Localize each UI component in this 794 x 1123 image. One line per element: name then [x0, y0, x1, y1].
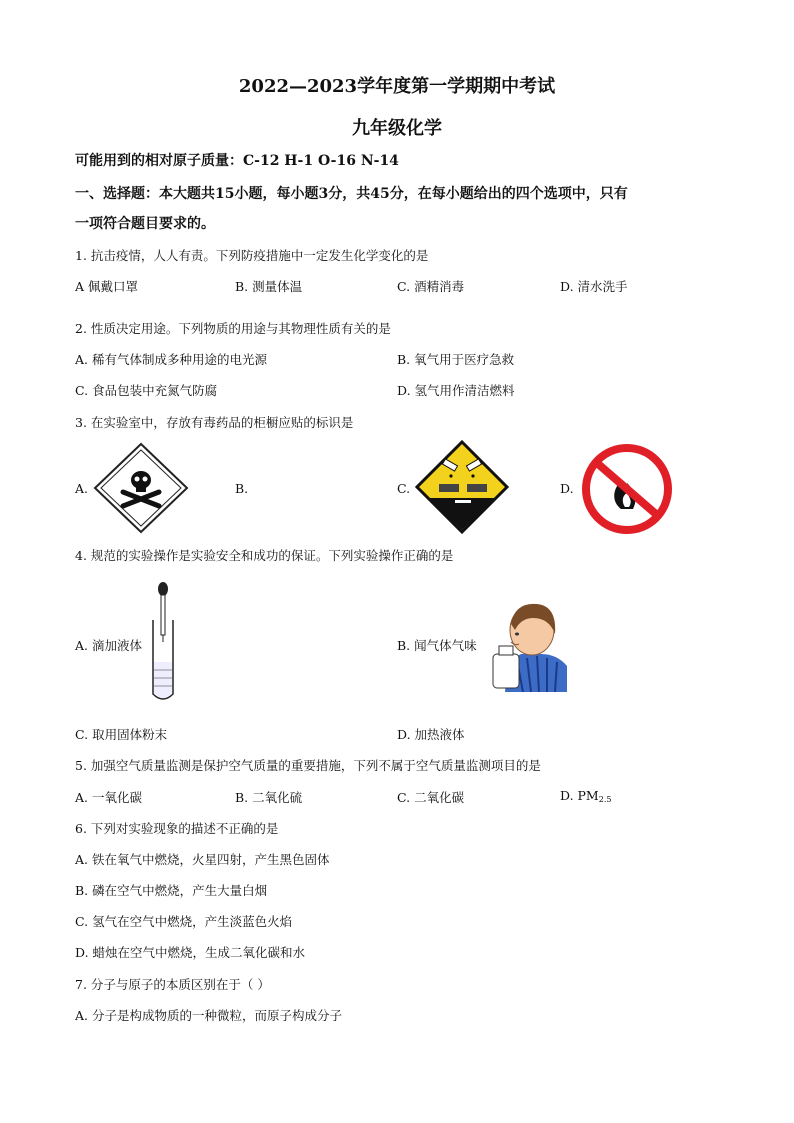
q1-option-a: A 佩戴口罩 — [75, 279, 139, 294]
q6-option-d: D. 蜡烛在空气中燃烧，生成二氧化碳和水 — [75, 945, 306, 960]
atomic-mass-line: 可能用到的相对原子质量：C-12 H-1 O-16 N-14 — [75, 153, 399, 169]
q1-option-c: C. 酒精消毒 — [397, 279, 465, 294]
question-2-stem: 2. 性质决定用途。下列物质的用途与其物理性质有关的是 — [75, 321, 391, 336]
corrosive-warning-icon — [415, 440, 509, 534]
q6-option-a: A. 铁在氧气中燃烧，火星四射，产生黑色固体 — [75, 852, 330, 867]
question-7-stem: 7. 分子与原子的本质区别在于（ ） — [75, 977, 270, 992]
question-5-stem: 5. 加强空气质量监测是保护空气质量的重要措施，下列不属于空气质量监测项目的是 — [75, 758, 541, 773]
q2-option-b: B. 氧气用于医疗急救 — [397, 352, 515, 367]
q3-option-a: A. — [75, 481, 89, 496]
question-6-stem: 6. 下列对实验现象的描述不正确的是 — [75, 821, 279, 836]
exam-title: 2022—2023学年度第一学期期中考试 — [238, 76, 556, 97]
q4-option-c: C. 取用固体粉末 — [75, 727, 168, 742]
q5-option-d — [560, 788, 611, 804]
no-fire-icon — [581, 443, 673, 535]
q5-option-d-label: D. PM — [560, 788, 599, 803]
q1-option-b: B. 测量体温 — [235, 279, 303, 294]
q5-option-a: A. 一氧化碳 — [75, 790, 142, 805]
dropper-test-tube-icon — [148, 580, 182, 704]
q2-option-d: D. 氢气用作清洁燃料 — [397, 383, 515, 398]
q2-option-a: A. 稀有气体制成多种用途的电光源 — [75, 352, 267, 367]
boy-smelling-bottle-icon — [487, 600, 567, 692]
section-heading-line1: 一、选择题：本大题共15小题，每小题3分，共45分，在每小题给出的四个选项中，只有 — [75, 186, 628, 202]
q6-option-b: B. 磷在空气中燃烧，产生大量白烟 — [75, 883, 268, 898]
q5-option-c: C. 二氧化碳 — [397, 790, 465, 805]
exam-subtitle: 九年级化学 — [352, 118, 442, 139]
q3-option-c: C. — [397, 481, 411, 496]
q3-option-b: B. — [235, 481, 249, 496]
q4-option-d: D. 加热液体 — [397, 727, 465, 742]
q1-option-d: D. 清水洗手 — [560, 279, 628, 294]
q2-option-c: C. 食品包装中充氮气防腐 — [75, 383, 218, 398]
q4-option-a: A. 滴加液体 — [75, 638, 142, 653]
toxic-warning-icon — [93, 442, 189, 534]
q7-option-a: A. 分子是构成物质的一种微粒，而原子构成分子 — [75, 1008, 342, 1023]
question-1-stem: 1. 抗击疫情，人人有责。下列防疫措施中一定发生化学变化的是 — [75, 248, 429, 263]
question-3-stem: 3. 在实验室中，存放有毒药品的柜橱应贴的标识是 — [75, 415, 354, 430]
q3-option-d: D. — [560, 481, 574, 496]
q6-option-c: C. 氢气在空气中燃烧，产生淡蓝色火焰 — [75, 914, 293, 929]
q4-option-b: B. 闻气体气味 — [397, 638, 477, 653]
section-heading-line2: 一项符合题目要求的。 — [75, 216, 215, 232]
pm-subscript: 2.5 — [598, 795, 612, 804]
question-4-stem: 4. 规范的实验操作是实验安全和成功的保证。下列实验操作正确的是 — [75, 548, 454, 563]
q5-option-b: B. 二氧化硫 — [235, 790, 303, 805]
